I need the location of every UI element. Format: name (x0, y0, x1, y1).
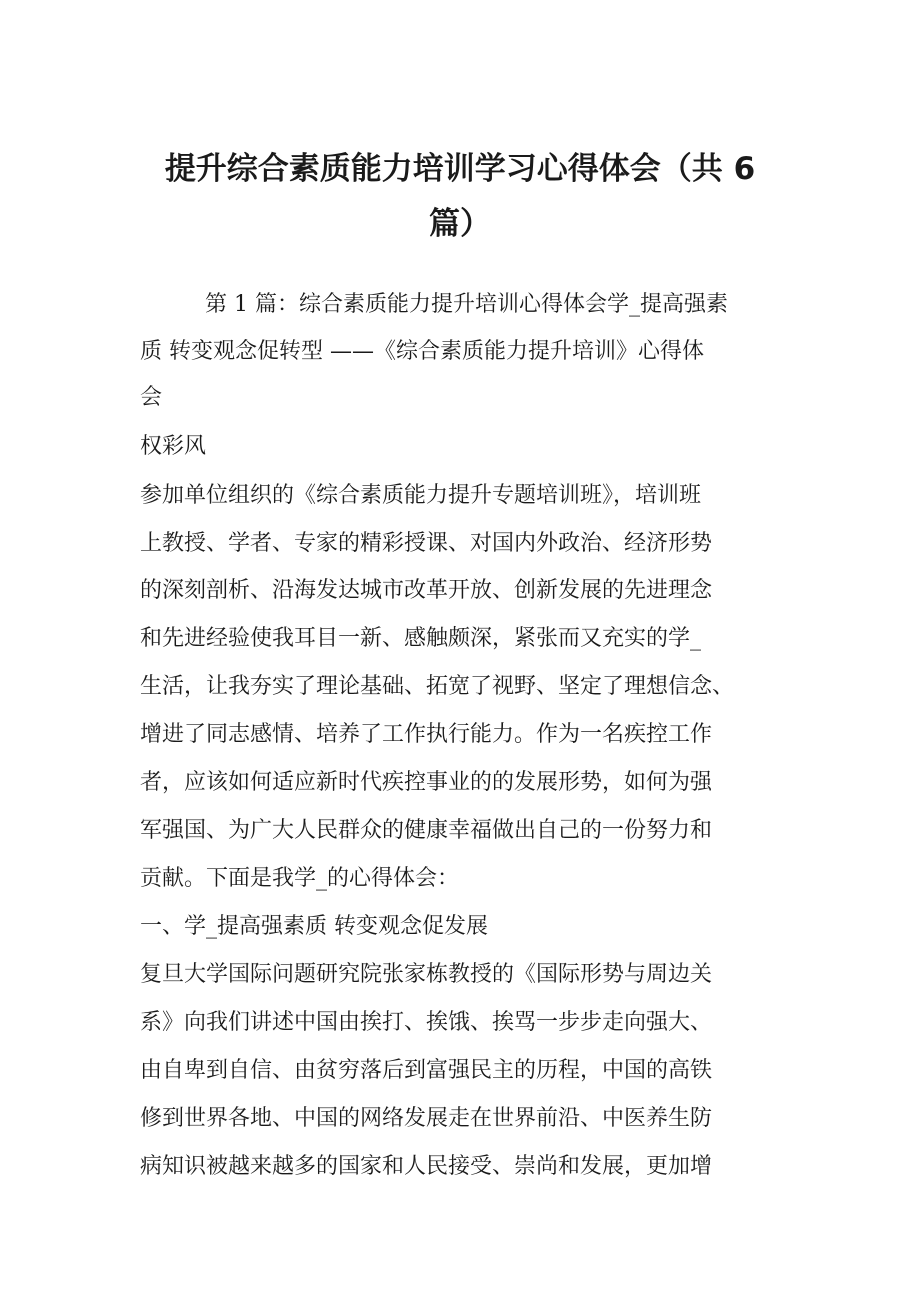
body-line-7: 的深刻剖析、沿海发达城市改革开放、创新发展的先进理念 (140, 578, 713, 603)
section-heading-1: 一、学_提高强素质 转变观念促发展 (140, 914, 488, 939)
body-line-16: 系》向我们讲述中国由挨打、挨饿、挨骂一步步走向强大、 (140, 1010, 713, 1035)
body-line-12: 军强国、为广大人民群众的健康幸福做出自己的一份努力和 (140, 818, 713, 843)
body-line-13: 贡献。下面是我学_的心得体会： (140, 866, 460, 891)
body-line-2: 质 转变观念促转型 ——《综合素质能力提升培训》心得体 (140, 339, 704, 364)
body-line-3: 会 (140, 385, 163, 410)
body-line-17: 由自卑到自信、由贫穷落后到富强民主的历程，中国的高铁 (140, 1058, 713, 1083)
body-line-18: 修到世界各地、中国的网络发展走在世界前沿、中医养生防 (140, 1106, 713, 1131)
body-line-8: 和先进经验使我耳目一新、感触颇深，紧张而又充实的学_ (140, 626, 702, 651)
body-line-11: 者，应该如何适应新时代疾控事业的的发展形势，如何为强 (140, 770, 713, 795)
body-line-1: 第 1 篇：综合素质能力提升培训心得体会学_提高强素 (205, 292, 728, 317)
body-line-15: 复旦大学国际问题研究院张家栋教授的《国际形势与周边关 (140, 962, 713, 987)
body-line-10: 增进了同志感情、培养了工作执行能力。作为一名疾控工作 (140, 722, 713, 747)
body-line-19: 病知识被越来越多的国家和人民接受、崇尚和发展，更加增 (140, 1154, 713, 1179)
body-line-6: 上教授、学者、专家的精彩授课、对国内外政治、经济形势 (140, 531, 713, 556)
author-name: 权彩风 (140, 434, 207, 459)
body-line-5: 参加单位组织的《综合素质能力提升专题培训班》，培训班 (140, 483, 702, 508)
document-title-line-1: 提升综合素质能力培训学习心得体会（共 6 (164, 151, 756, 187)
document-title-line-2: 篇） (429, 206, 491, 242)
body-line-9: 生活，让我夯实了理论基础、拓宽了视野、坚定了理想信念、 (140, 674, 735, 699)
